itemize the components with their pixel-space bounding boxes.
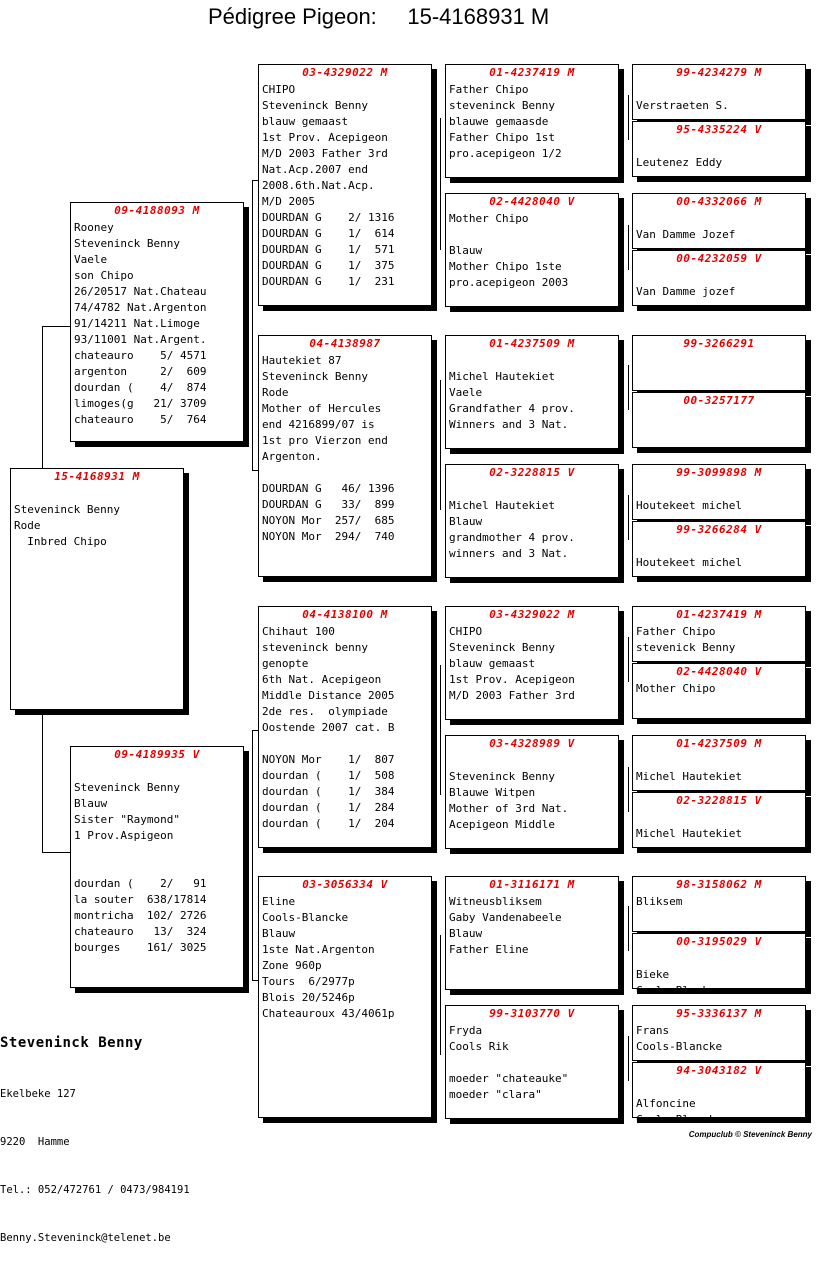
detail-line: Winners and 3 Nat. xyxy=(449,418,569,431)
detail-line: chateauro 13/ 324 xyxy=(74,925,207,938)
connector-line xyxy=(252,730,253,980)
connector-line xyxy=(628,906,629,951)
connector-line xyxy=(440,118,441,250)
detail-line: Cools-Blacke xyxy=(636,984,716,997)
connector-line xyxy=(628,225,629,270)
detail-line: Blauw xyxy=(449,244,483,257)
detail-line: Steveninck Benny xyxy=(262,99,368,112)
ring-number: 02-4428040 V xyxy=(676,665,762,678)
ring-number: 01-4237419 M xyxy=(489,66,575,79)
detail-line: Mother Chipo 1ste xyxy=(449,260,562,273)
detail-line: Father Chipo xyxy=(449,83,529,96)
detail-line: Rode xyxy=(262,386,289,399)
pigeon-card-gen4 xyxy=(632,392,806,448)
owner-block xyxy=(0,1035,190,1278)
connector-line xyxy=(628,495,629,540)
ring-number: 01-4237419 M xyxy=(676,608,762,621)
pigeon-details xyxy=(636,681,803,697)
detail-line: Blois 20/5246p xyxy=(262,991,355,1004)
detail-line: 1st Prov. Acepigeon xyxy=(449,673,575,686)
detail-line: Michel Hautekiet xyxy=(449,499,555,512)
detail-line: grandmother 4 prov. xyxy=(449,531,575,544)
pigeon-details xyxy=(262,353,429,545)
detail-line: Bieke xyxy=(636,968,670,981)
detail-line: Nat.Acp.2007 end xyxy=(262,163,368,176)
detail-line xyxy=(74,844,241,860)
pigeon-card-gen3 xyxy=(445,193,619,307)
detail-line: Steveninck Benny xyxy=(449,770,555,783)
detail-line: stevenick Benny xyxy=(636,641,736,654)
pigeon-card-gen4 xyxy=(632,64,806,120)
detail-line: Van Damme jozef xyxy=(636,285,736,298)
pigeon-card-sire-sire xyxy=(258,64,432,306)
detail-line: Michel Hautekiet xyxy=(636,827,742,840)
detail-line: blauw gemaast xyxy=(262,115,349,128)
pigeon-details xyxy=(74,220,241,428)
detail-line xyxy=(636,82,803,98)
owner-name: Steveninck Benny xyxy=(0,1035,143,1051)
detail-line: Alfoncine xyxy=(636,1097,696,1110)
detail-line: 26/20517 Nat.Chateau xyxy=(74,285,207,298)
detail-line: M/D 2003 Father 3rd xyxy=(449,689,575,702)
detail-line: blauwe gemaasde xyxy=(449,115,549,128)
pigeon-details xyxy=(636,268,803,300)
detail-line xyxy=(636,139,803,155)
detail-line: dourdan ( 1/ 384 xyxy=(262,785,395,798)
detail-line: Cools-Blancke xyxy=(262,911,349,924)
detail-line: Houtekeet michel xyxy=(636,499,742,512)
ring-number: 99-3266284 V xyxy=(676,523,762,536)
pigeon-card-gen4 xyxy=(632,606,806,662)
pigeon-details xyxy=(636,139,803,171)
detail-line: end 4216899/07 is xyxy=(262,418,375,431)
owner-city: 9220 Hamme xyxy=(0,1136,70,1148)
detail-line: Steveninck Benny xyxy=(74,781,180,794)
detail-line xyxy=(636,951,803,967)
detail-line: dourdan ( 1/ 284 xyxy=(262,801,395,814)
detail-line: DOURDAN G 1/ 375 xyxy=(262,259,395,272)
detail-line xyxy=(449,227,616,243)
detail-line: 2de res. olympiade xyxy=(262,705,388,718)
detail-line: chateauro 5/ 764 xyxy=(74,413,207,426)
connector-line xyxy=(628,365,629,410)
detail-line: blauw gemaast xyxy=(449,657,536,670)
connector-line xyxy=(440,380,441,510)
detail-line: Chateauroux 43/4061p xyxy=(262,1007,395,1020)
connector-line xyxy=(42,852,70,853)
pigeon-details xyxy=(636,624,803,656)
pigeon-card-gen4 xyxy=(632,876,806,932)
pigeon-details xyxy=(449,211,616,291)
connector-line xyxy=(628,767,629,812)
pigeon-card-gen4 xyxy=(632,250,806,306)
detail-line: Vaele xyxy=(74,253,108,266)
detail-line xyxy=(74,764,241,780)
pigeon-card-gen4 xyxy=(632,735,806,791)
pigeon-details xyxy=(636,894,803,910)
pigeon-details xyxy=(636,810,803,842)
detail-line xyxy=(636,753,803,769)
detail-line: Leutenez Eddy xyxy=(636,156,723,169)
detail-line: NOYON Mor 294/ 740 xyxy=(262,530,395,543)
detail-line: 1st Prov. Acepigeon xyxy=(262,131,388,144)
detail-line xyxy=(636,1080,803,1096)
ring-number: 02-4428040 V xyxy=(489,195,575,208)
connector-line xyxy=(628,1036,629,1081)
detail-line xyxy=(74,860,241,876)
detail-line xyxy=(262,736,429,752)
ring-number: 09-4188093 M xyxy=(114,204,200,217)
detail-line: Chihaut 100 xyxy=(262,625,335,638)
detail-line: Vaele xyxy=(449,386,483,399)
detail-line: M/D 2005 xyxy=(262,195,315,208)
detail-line: Tours 6/2977p xyxy=(262,975,355,988)
detail-line: Middle Distance 2005 xyxy=(262,689,395,702)
detail-line: DOURDAN G 1/ 614 xyxy=(262,227,395,240)
detail-line: 93/11001 Nat.Argent. xyxy=(74,333,207,346)
detail-line: Eline xyxy=(262,895,296,908)
pigeon-details xyxy=(449,82,616,162)
detail-line: Michel Hautekiet xyxy=(449,370,555,383)
connector-line xyxy=(42,326,70,327)
detail-line: NOYON Mor 1/ 807 xyxy=(262,753,395,766)
detail-line xyxy=(449,753,616,769)
detail-line: Houtekeet michel xyxy=(636,556,742,569)
ring-number: 99-4234279 M xyxy=(676,66,762,79)
detail-line: argenton 2/ 609 xyxy=(74,365,207,378)
connector-line xyxy=(42,710,43,852)
pigeon-details xyxy=(449,894,616,958)
detail-line: chateauro 5/ 4571 xyxy=(74,349,207,362)
detail-line: Mother Chipo xyxy=(449,212,529,225)
detail-line: genopte xyxy=(262,657,309,670)
detail-line: dourdan ( 1/ 508 xyxy=(262,769,395,782)
pigeon-card-gen3 xyxy=(445,64,619,178)
detail-line: pro.acepigeon 1/2 xyxy=(449,147,562,160)
detail-line: Gaby Vandenabeele xyxy=(449,911,562,924)
detail-line: Mother Chipo xyxy=(636,682,716,695)
ring-number: 04-4138987 xyxy=(309,337,381,350)
pigeon-card-sire-dam xyxy=(258,335,432,577)
detail-line: Cools-Blancke xyxy=(636,1113,723,1126)
pigeon-details xyxy=(449,353,616,433)
pigeon-card-gen3 xyxy=(445,735,619,849)
detail-line: bourges 161/ 3025 xyxy=(74,941,207,954)
pigeon-card-gen3 xyxy=(445,1005,619,1119)
detail-line: 1st pro Vierzon end xyxy=(262,434,388,447)
detail-line: DOURDAN G 46/ 1396 xyxy=(262,482,395,495)
page-title: Pédigree Pigeon: 15-4168931 M xyxy=(208,4,550,29)
detail-line: moeder "clara" xyxy=(449,1088,542,1101)
detail-line: Sister "Raymond" xyxy=(74,813,180,826)
detail-line: Mother of Hercules xyxy=(262,402,382,415)
detail-line xyxy=(636,482,803,498)
ring-number: 03-3056334 V xyxy=(302,878,388,891)
pigeon-card-gen4 xyxy=(632,663,806,719)
pigeon-details xyxy=(74,764,241,956)
detail-line xyxy=(449,482,616,498)
pigeon-card-gen4 xyxy=(632,1062,806,1126)
detail-line: moeder "chateauke" xyxy=(449,1072,569,1085)
owner-street: Ekelbeke 127 xyxy=(0,1088,76,1100)
detail-line: montricha 102/ 2726 xyxy=(74,909,207,922)
detail-line: 91/14211 Nat.Limoge xyxy=(74,317,200,330)
detail-line: Rooney xyxy=(74,221,114,234)
detail-line: NOYON Mor 257/ 685 xyxy=(262,514,395,527)
ring-number: 00-3257177 xyxy=(683,394,755,407)
detail-line: Van Damme Jozef xyxy=(636,228,736,241)
ring-number: 15-4168931 M xyxy=(54,470,140,483)
pigeon-details xyxy=(449,753,616,833)
pigeon-details xyxy=(636,82,803,114)
pigeon-details xyxy=(449,1023,616,1103)
ring-number: 00-4232059 V xyxy=(676,252,762,265)
detail-line: Mother of 3rd Nat. xyxy=(449,802,569,815)
detail-line: Father Chipo xyxy=(636,625,716,638)
detail-line: Blauwe Witpen xyxy=(449,786,536,799)
ring-number: 03-4328989 V xyxy=(489,737,575,750)
detail-line: 2008.6th.Nat.Acp. xyxy=(262,179,375,192)
detail-line xyxy=(14,486,181,502)
pigeon-card-gen3 xyxy=(445,876,619,990)
ring-number: 00-4332066 M xyxy=(676,195,762,208)
detail-line: 6th Nat. Acepigeon xyxy=(262,673,382,686)
detail-line xyxy=(449,353,616,369)
pigeon-card-subject xyxy=(10,468,184,710)
pigeon-details xyxy=(636,1080,803,1128)
connector-line xyxy=(628,637,629,682)
detail-line: Fryda xyxy=(449,1024,483,1037)
detail-line: Blauw xyxy=(449,927,483,940)
detail-line xyxy=(636,211,803,227)
detail-line: limoges(g 21/ 3709 xyxy=(74,397,207,410)
owner-address xyxy=(0,1054,190,1278)
detail-line: 74/4782 Nat.Argenton xyxy=(74,301,207,314)
ring-number: 99-3103770 V xyxy=(489,1007,575,1020)
ring-number: 98-3158062 M xyxy=(676,878,762,891)
connector-line xyxy=(440,935,441,1055)
ring-number: 01-4237509 M xyxy=(676,737,762,750)
pigeon-card-gen4 xyxy=(632,464,806,520)
connector-line xyxy=(42,326,43,468)
detail-line: CHIPO xyxy=(262,83,296,96)
detail-line: winners and 3 Nat. xyxy=(449,547,569,560)
ring-number: 99-3099898 M xyxy=(676,466,762,479)
pigeon-details xyxy=(636,539,803,571)
detail-line: Michel Hautekiet xyxy=(636,770,742,783)
detail-line: Inbred Chipo xyxy=(14,535,107,548)
ring-number: 02-3228815 V xyxy=(676,794,762,807)
pigeon-card-sire xyxy=(70,202,244,442)
detail-line: dourdan ( 1/ 204 xyxy=(262,817,395,830)
detail-line: dourdan ( 4/ 874 xyxy=(74,381,207,394)
detail-line: pro.acepigeon 2003 xyxy=(449,276,569,289)
detail-line: Steveninck Benny xyxy=(14,503,120,516)
detail-line: M/D 2003 Father 3rd xyxy=(262,147,388,160)
pigeon-details xyxy=(262,624,429,832)
pigeon-details xyxy=(636,1023,803,1055)
detail-line: Verstraeten S. xyxy=(636,99,729,112)
detail-line: DOURDAN G 1/ 571 xyxy=(262,243,395,256)
detail-line: Father Chipo 1st xyxy=(449,131,555,144)
pigeon-details xyxy=(14,486,181,550)
ring-number: 94-3043182 V xyxy=(676,1064,762,1077)
ring-number: 01-4237509 M xyxy=(489,337,575,350)
pigeon-card-gen4 xyxy=(632,193,806,249)
pigeon-card-gen3 xyxy=(445,606,619,720)
connector-line xyxy=(440,665,441,795)
detail-line: Oostende 2007 cat. B xyxy=(262,721,395,734)
pigeon-card-dam-dam xyxy=(258,876,432,1118)
ring-number: 95-3336137 M xyxy=(676,1007,762,1020)
ring-number: 00-3195029 V xyxy=(676,935,762,948)
pigeon-card-gen4 xyxy=(632,521,806,577)
detail-line: 1 Prov.Aspigeon xyxy=(74,829,174,842)
owner-phone: Tel.: 052/472761 / 0473/984191 xyxy=(0,1184,190,1196)
detail-line: Blauw xyxy=(74,797,108,810)
pigeon-details xyxy=(636,753,803,785)
ring-number: 03-4329022 M xyxy=(302,66,388,79)
detail-line: son Chipo xyxy=(74,269,134,282)
pigeon-card-gen4 xyxy=(632,792,806,848)
pigeon-details xyxy=(636,211,803,243)
connector-line xyxy=(628,95,629,140)
ring-number: 04-4138100 M xyxy=(302,608,388,621)
pigeon-card-gen3 xyxy=(445,464,619,578)
pigeon-card-dam-sire xyxy=(258,606,432,848)
detail-line xyxy=(636,539,803,555)
detail-line: Witneusbliksem xyxy=(449,895,542,908)
ring-number: 09-4189935 V xyxy=(114,748,200,761)
pigeon-card-gen4 xyxy=(632,933,806,997)
detail-line: dourdan ( 2/ 91 xyxy=(74,877,207,890)
pigeon-details xyxy=(449,482,616,562)
ring-number: 02-3228815 V xyxy=(489,466,575,479)
ring-number: 95-4335224 V xyxy=(676,123,762,136)
ring-number: 99-3266291 xyxy=(683,337,755,350)
detail-line: Argenton. xyxy=(262,450,322,463)
detail-line: Frans xyxy=(636,1024,670,1037)
detail-line: Father Eline xyxy=(449,943,529,956)
copyright-footer: Compuclub © Steveninck Benny xyxy=(688,1130,812,1139)
connector-line xyxy=(252,180,253,470)
detail-line: steveninck Benny xyxy=(449,99,555,112)
detail-line: Blauw xyxy=(449,515,483,528)
detail-line: la souter 638/17814 xyxy=(74,893,207,906)
pigeon-details xyxy=(636,482,803,514)
detail-line: steveninck benny xyxy=(262,641,368,654)
detail-line: Zone 960p xyxy=(262,959,322,972)
detail-line: 1ste Nat.Argenton xyxy=(262,943,375,956)
detail-line: Acepigeon Middle xyxy=(449,818,555,831)
detail-line: Grandfather 4 prov. xyxy=(449,402,575,415)
detail-line: Rode xyxy=(14,519,41,532)
detail-line: Steveninck Benny xyxy=(262,370,368,383)
pigeon-details xyxy=(262,894,429,1022)
detail-line: Steveninck Benny xyxy=(74,237,180,250)
pigeon-card-gen4 xyxy=(632,121,806,177)
pigeon-details xyxy=(636,951,803,999)
detail-line: Blauw xyxy=(262,927,296,940)
detail-line: Cools-Blancke xyxy=(636,1040,723,1053)
detail-line: Bliksem xyxy=(636,895,683,908)
pigeon-card-gen4 xyxy=(632,1005,806,1061)
detail-line: Steveninck Benny xyxy=(449,641,555,654)
detail-line xyxy=(636,268,803,284)
pigeon-card-dam xyxy=(70,746,244,988)
detail-line: Hautekiet 87 xyxy=(262,354,342,367)
pigeon-details xyxy=(262,82,429,290)
owner-email[interactable]: Benny.Steveninck@telenet.be xyxy=(0,1232,171,1244)
detail-line: Cools Rik xyxy=(449,1040,509,1053)
pigeon-card-gen3 xyxy=(445,335,619,449)
detail-line: DOURDAN G 33/ 899 xyxy=(262,498,395,511)
detail-line xyxy=(262,465,429,481)
detail-line: DOURDAN G 1/ 231 xyxy=(262,275,395,288)
detail-line: CHIPO xyxy=(449,625,483,638)
pigeon-card-gen4 xyxy=(632,335,806,391)
detail-line xyxy=(449,1055,616,1071)
pigeon-details xyxy=(449,624,616,704)
ring-number: 03-4329022 M xyxy=(489,608,575,621)
detail-line: DOURDAN G 2/ 1316 xyxy=(262,211,395,224)
ring-number: 01-3116171 M xyxy=(489,878,575,891)
detail-line xyxy=(636,810,803,826)
